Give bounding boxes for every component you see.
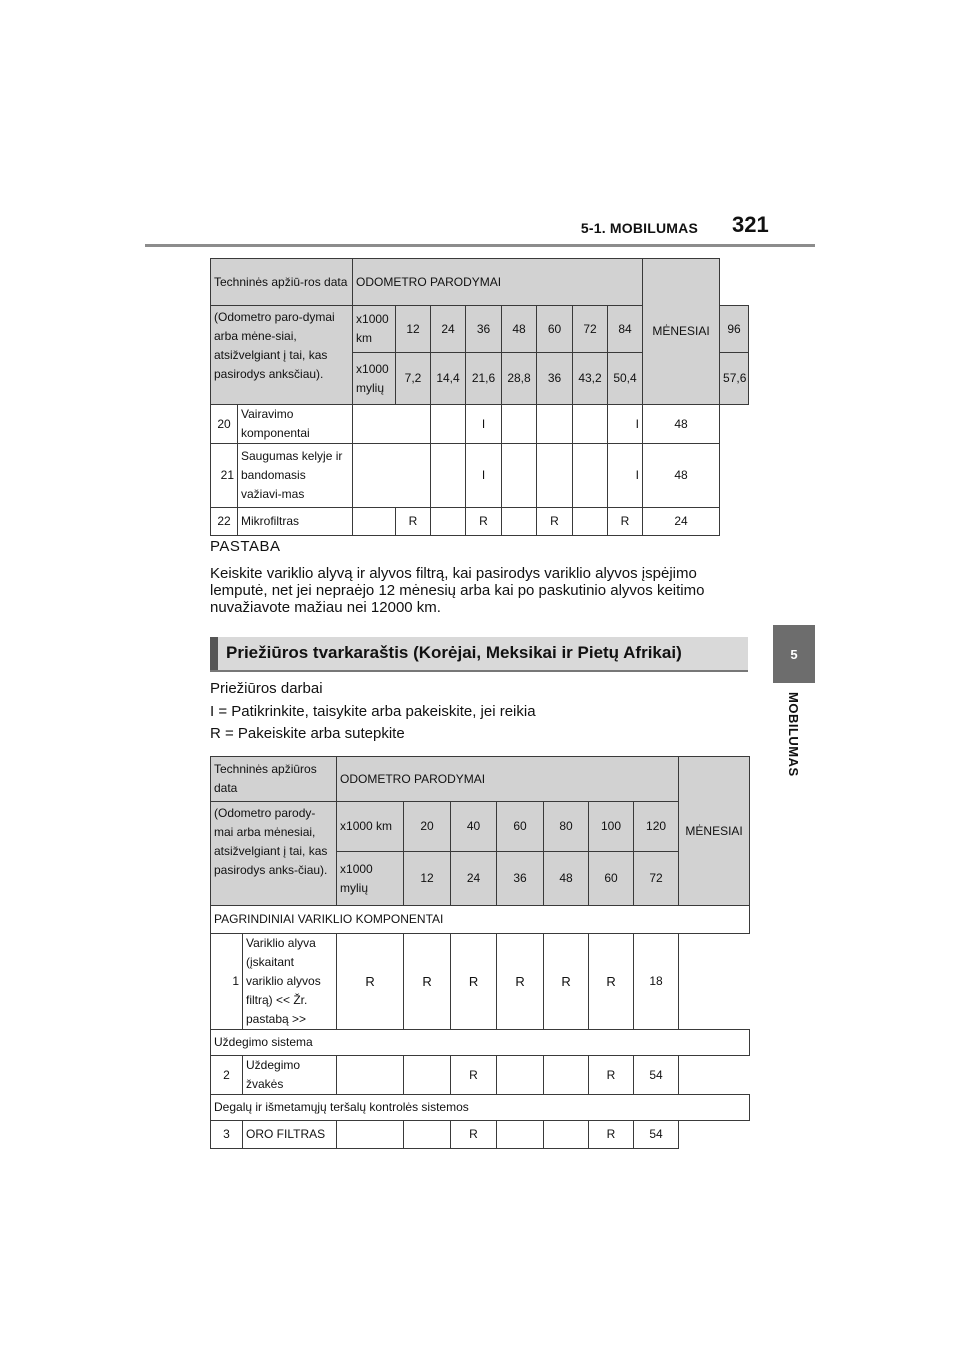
chapter-tab: 5 [773,625,815,683]
row-cell: R [608,508,643,536]
group-header: Degalų ir išmetamųjų teršalų kontrolės sistemos [211,1095,750,1121]
header-odometer-note: (Odometro parody-mai arba mėnesiai, atsižvelgiant į tai, kas pasirodys anks-čiau). [211,802,337,906]
miles-value: 72 [634,852,679,906]
row-number: 2 [211,1056,243,1095]
miles-value: 12 [404,852,451,906]
row-cell: I [466,405,502,444]
legend-i: I = Patikrinkite, taisykite arba pakeiskite, jei reikia [210,703,536,720]
km-value: 100 [589,802,634,852]
row-cell: R [337,934,404,1030]
group-header: PAGRINDINIAI VARIKLIO KOMPONENTAI [211,906,750,934]
header-rule [145,244,815,247]
miles-label: x1000 mylių [337,852,404,906]
row-cell: R [589,1121,634,1149]
row-cell [337,1121,404,1149]
row-item: Mikrofiltras [238,508,353,536]
miles-value: 7,2 [396,353,431,405]
row-cell: R [451,1121,497,1149]
row-number: 3 [211,1121,243,1149]
row-cell: R [537,508,573,536]
table-row [211,508,749,536]
row-months: 18 [634,934,679,1030]
row-cell [502,405,537,444]
row-cell: R [466,508,502,536]
row-cell: I [608,444,643,508]
km-value: 84 [608,306,643,353]
page-number: 321 [732,212,769,237]
row-cell [431,508,466,536]
row-item: Vairavimo komponentai [238,405,353,444]
km-value: 80 [544,802,589,852]
legend-title: Priežiūros darbai [210,680,323,697]
km-value: 120 [634,802,679,852]
row-cell [537,405,573,444]
row-cell: R [497,934,544,1030]
km-label: x1000 km [337,802,404,852]
maintenance-table-1 [210,258,749,536]
km-value: 24 [431,306,466,353]
section-accent [210,637,218,670]
km-value: 40 [451,802,497,852]
km-value: 60 [497,802,544,852]
km-value: 96 [720,306,749,353]
row-cell [537,444,573,508]
miles-value: 48 [544,852,589,906]
miles-value: 36 [497,852,544,906]
table-row [211,405,749,444]
row-months: 48 [643,444,720,508]
miles-value: 60 [589,852,634,906]
miles-value: 43,2 [573,353,608,405]
header-inspection-date: Techninės apžiū-ros data [211,259,353,306]
row-item: Variklio alyva (įskaitant variklio alyvos filtrą) << Žr. pastabą >> [243,934,337,1030]
row-number: 21 [211,444,238,508]
row-number: 22 [211,508,238,536]
row-cell [353,444,431,508]
row-cell [497,1121,544,1149]
km-value: 36 [466,306,502,353]
row-cell: R [396,508,431,536]
note-text: Keiskite variklio alyvą ir alyvos filtrą, kai pasirodys variklio alyvos įspėjimo lemputė, net jei nepraėjo 12 mėnesių arba kai po paskutinio alyvos keitimo nuvažiavote mažiau nei 12000 km. [210,565,705,616]
row-cell: R [451,1056,497,1095]
row-cell [502,508,537,536]
header-months: MĖNESIAI [679,757,750,906]
row-cell: R [451,934,497,1030]
header-section: 5-1. MOBILUMAS [580,220,698,236]
row-cell [573,508,608,536]
row-months: 24 [643,508,720,536]
row-cell [353,405,431,444]
table-row [211,934,750,1030]
row-cell [337,1056,404,1095]
group-header: Uždegimo sistema [211,1030,750,1056]
row-cell [431,405,466,444]
table-row [211,1056,750,1095]
row-cell: I [608,405,643,444]
row-cell [544,1056,589,1095]
chapter-label: MOBILUMAS [786,692,801,777]
miles-value: 24 [451,852,497,906]
section-underline [210,670,748,672]
section-title: Priežiūros tvarkaraštis (Korėjai, Meksikai ir Pietų Afrikai) [226,643,682,662]
miles-value: 57,6 [720,353,749,405]
km-value: 60 [537,306,573,353]
note-label: PASTABA [210,538,281,555]
km-value: 20 [404,802,451,852]
row-cell [353,508,396,536]
row-cell [404,1056,451,1095]
row-cell: R [404,934,451,1030]
maintenance-table-2 [210,756,750,1149]
row-number: 1 [211,934,243,1030]
km-value: 48 [502,306,537,353]
row-months: 54 [634,1121,679,1149]
km-value: 12 [396,306,431,353]
row-item: ORO FILTRAS [243,1121,337,1149]
row-cell: R [544,934,589,1030]
row-cell: R [589,934,634,1030]
row-cell: R [589,1056,634,1095]
header-inspection-date: Techninės apžiūros data [211,757,337,802]
miles-value: 28,8 [502,353,537,405]
row-months: 54 [634,1056,679,1095]
header-months: MĖNESIAI [643,259,720,405]
km-label: x1000 km [353,306,396,353]
legend-r: R = Pakeiskite arba sutepkite [210,725,405,742]
row-months: 48 [643,405,720,444]
km-value: 72 [573,306,608,353]
row-number: 20 [211,405,238,444]
row-cell [404,1121,451,1149]
row-item: Uždegimo žvakės [243,1056,337,1095]
header-odometer-note: (Odometro paro-dymai arba mėne-siai, atsižvelgiant į tai, kas pasirodys anksčiau). [211,306,353,405]
row-item: Saugumas kelyje ir bandomasis važiavi-mas [238,444,353,508]
row-cell [502,444,537,508]
miles-label: x1000 mylių [353,353,396,405]
row-cell [573,444,608,508]
miles-value: 50,4 [608,353,643,405]
table-row [211,444,749,508]
row-cell: I [466,444,502,508]
row-cell [544,1121,589,1149]
miles-value: 21,6 [466,353,502,405]
header-odometer: ODOMETRO PARODYMAI [337,757,679,802]
row-cell [573,405,608,444]
miles-value: 14,4 [431,353,466,405]
table-row [211,1121,750,1149]
miles-value: 36 [537,353,573,405]
header-odometer: ODOMETRO PARODYMAI [353,259,643,306]
row-cell [497,1056,544,1095]
row-cell [431,444,466,508]
